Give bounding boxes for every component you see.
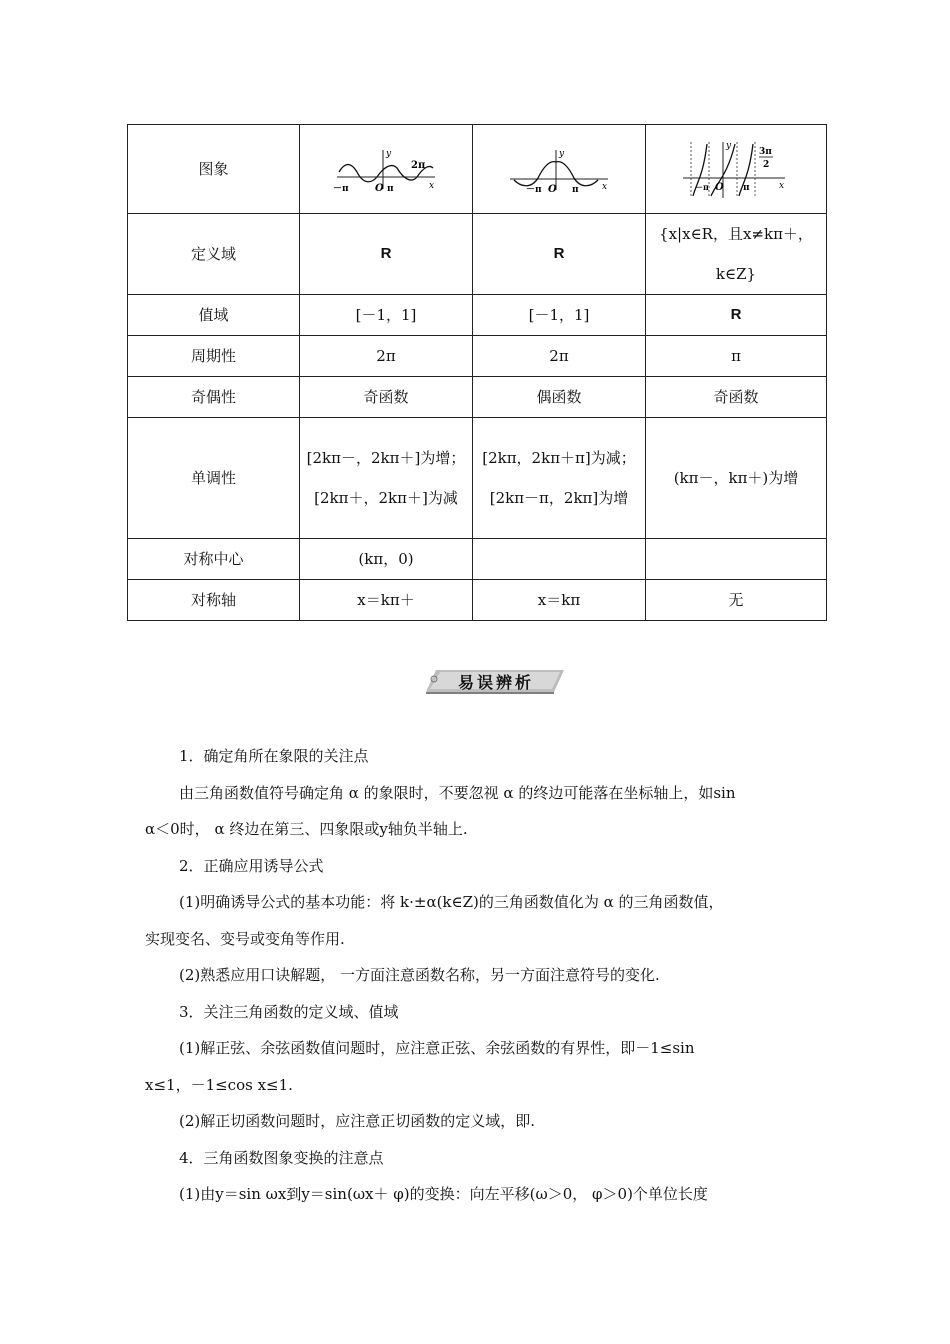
sin-symmetry-axis: x＝kπ＋ bbox=[300, 580, 473, 621]
paragraph: 实现变名、变号或变角等作用. bbox=[145, 929, 345, 948]
paragraph: α＜0时， α 终边在第三、四象限或y轴负半轴上. bbox=[145, 820, 468, 838]
cos-y-label: y bbox=[559, 149, 565, 159]
sin-graph-cell bbox=[300, 125, 473, 214]
cos-symmetry-axis: x＝kπ bbox=[473, 580, 646, 621]
row-label: 图象 bbox=[128, 125, 300, 214]
sin-monotonicity: [2kπ－，2kπ＋]为增；[2kπ＋，2kπ＋]为减 bbox=[300, 418, 473, 539]
row-domain bbox=[128, 214, 827, 295]
cos-graph-cell bbox=[473, 125, 646, 214]
row-label: 单调性 bbox=[128, 418, 300, 539]
tan-graph-cell bbox=[646, 125, 827, 214]
cos-range: [－1，1] bbox=[473, 295, 646, 336]
cos-pi-label: π bbox=[572, 185, 579, 194]
tan-neg-pi-label: －π bbox=[695, 182, 709, 192]
sin-two-pi-label: 2π bbox=[411, 160, 426, 171]
content-body bbox=[145, 738, 825, 1213]
tan-symmetry-axis: 无 bbox=[646, 580, 827, 621]
row-label: 周期性 bbox=[128, 336, 300, 377]
row-parity bbox=[128, 377, 827, 418]
cos-origin-label: O bbox=[548, 184, 557, 194]
sin-x-label: x bbox=[429, 181, 435, 191]
tan-denominator-label: 2 bbox=[763, 160, 770, 170]
cos-parity: 偶函数 bbox=[473, 377, 646, 418]
tan-y-label: y bbox=[726, 141, 732, 151]
cos-period: 2π bbox=[473, 336, 646, 377]
tan-monotonicity: (kπ－，kπ＋)为增 bbox=[646, 418, 827, 539]
sin-pi-label: π bbox=[387, 184, 394, 194]
cos-symmetry-center bbox=[473, 539, 646, 580]
row-label: 奇偶性 bbox=[128, 377, 300, 418]
section-title: 易误辨析 bbox=[457, 673, 534, 692]
cos-x-label: x bbox=[602, 182, 608, 192]
cos-neg-pi-label: －π bbox=[526, 185, 542, 194]
sin-period: 2π bbox=[300, 336, 473, 377]
trig-properties-table bbox=[127, 124, 827, 621]
paragraph: 由三角函数值符号确定角 α 的象限时，不要忽视 α 的终边可能落在坐标轴上，如sin bbox=[179, 783, 736, 802]
tan-pi-label: π bbox=[743, 183, 750, 193]
paragraph: (2)熟悉应用口诀解题， 一方面注意函数名称，另一方面注意符号的变化. bbox=[179, 966, 660, 984]
heading-3: 3．关注三角函数的定义域、值域 bbox=[179, 1002, 399, 1021]
sin-symmetry-center: (kπ，0) bbox=[300, 539, 473, 580]
sin-domain: R bbox=[300, 214, 473, 295]
tan-x-label: x bbox=[779, 181, 785, 191]
heading-2: 2．正确应用诱导公式 bbox=[179, 856, 324, 875]
row-symmetry-center bbox=[128, 539, 827, 580]
row-label: 对称轴 bbox=[128, 580, 300, 621]
tan-3pi-label: 3π bbox=[759, 147, 772, 157]
paragraph: (1)由y＝sin ωx到y＝sin(ωx＋ φ)的变换：向左平移(ω＞0， φ＞0)个单位长度 bbox=[179, 1185, 708, 1203]
tan-symmetry-center bbox=[646, 539, 827, 580]
row-graph bbox=[128, 125, 827, 214]
sin-graph bbox=[331, 144, 441, 194]
sin-range: [－1，1] bbox=[300, 295, 473, 336]
row-symmetry-axis bbox=[128, 580, 827, 621]
row-period bbox=[128, 336, 827, 377]
heading-4: 4．三角函数图象变换的注意点 bbox=[179, 1148, 384, 1167]
heading-1: 1．确定角所在象限的关注点 bbox=[179, 747, 369, 765]
row-monotonicity bbox=[128, 418, 827, 539]
sin-parity: 奇函数 bbox=[300, 377, 473, 418]
sin-neg-pi-label: －π bbox=[333, 184, 349, 194]
tan-range: R bbox=[646, 295, 827, 336]
tan-graph bbox=[681, 138, 791, 200]
row-label: 对称中心 bbox=[128, 539, 300, 580]
paragraph: (1)解正弦、余弦函数值问题时，应注意正弦、余弦函数的有界性，即－1≤sin bbox=[179, 1039, 695, 1057]
cos-monotonicity: [2kπ，2kπ＋π]为减；[2kπ－π，2kπ]为增 bbox=[473, 418, 646, 539]
row-label: 定义域 bbox=[128, 214, 300, 295]
tan-period: π bbox=[646, 336, 827, 377]
sin-origin-label: O bbox=[375, 183, 384, 194]
paragraph: (2)解正切函数问题时，应注意正切函数的定义域，即. bbox=[179, 1112, 536, 1130]
tan-parity: 奇函数 bbox=[646, 377, 827, 418]
row-label: 值域 bbox=[128, 295, 300, 336]
sin-y-label: y bbox=[386, 149, 392, 159]
tan-origin-label: O bbox=[715, 182, 724, 193]
cos-graph bbox=[504, 144, 614, 194]
paragraph: x≤1，－1≤cos x≤1. bbox=[145, 1075, 293, 1094]
row-range bbox=[128, 295, 827, 336]
paragraph: (1)明确诱导公式的基本功能：将 k·±α(k∈Z)的三角函数值化为 α 的三角函数值， bbox=[179, 893, 724, 911]
cos-domain: R bbox=[473, 214, 646, 295]
tan-domain: {x|x∈R，且x≠kπ＋，k∈Z} bbox=[646, 214, 827, 295]
